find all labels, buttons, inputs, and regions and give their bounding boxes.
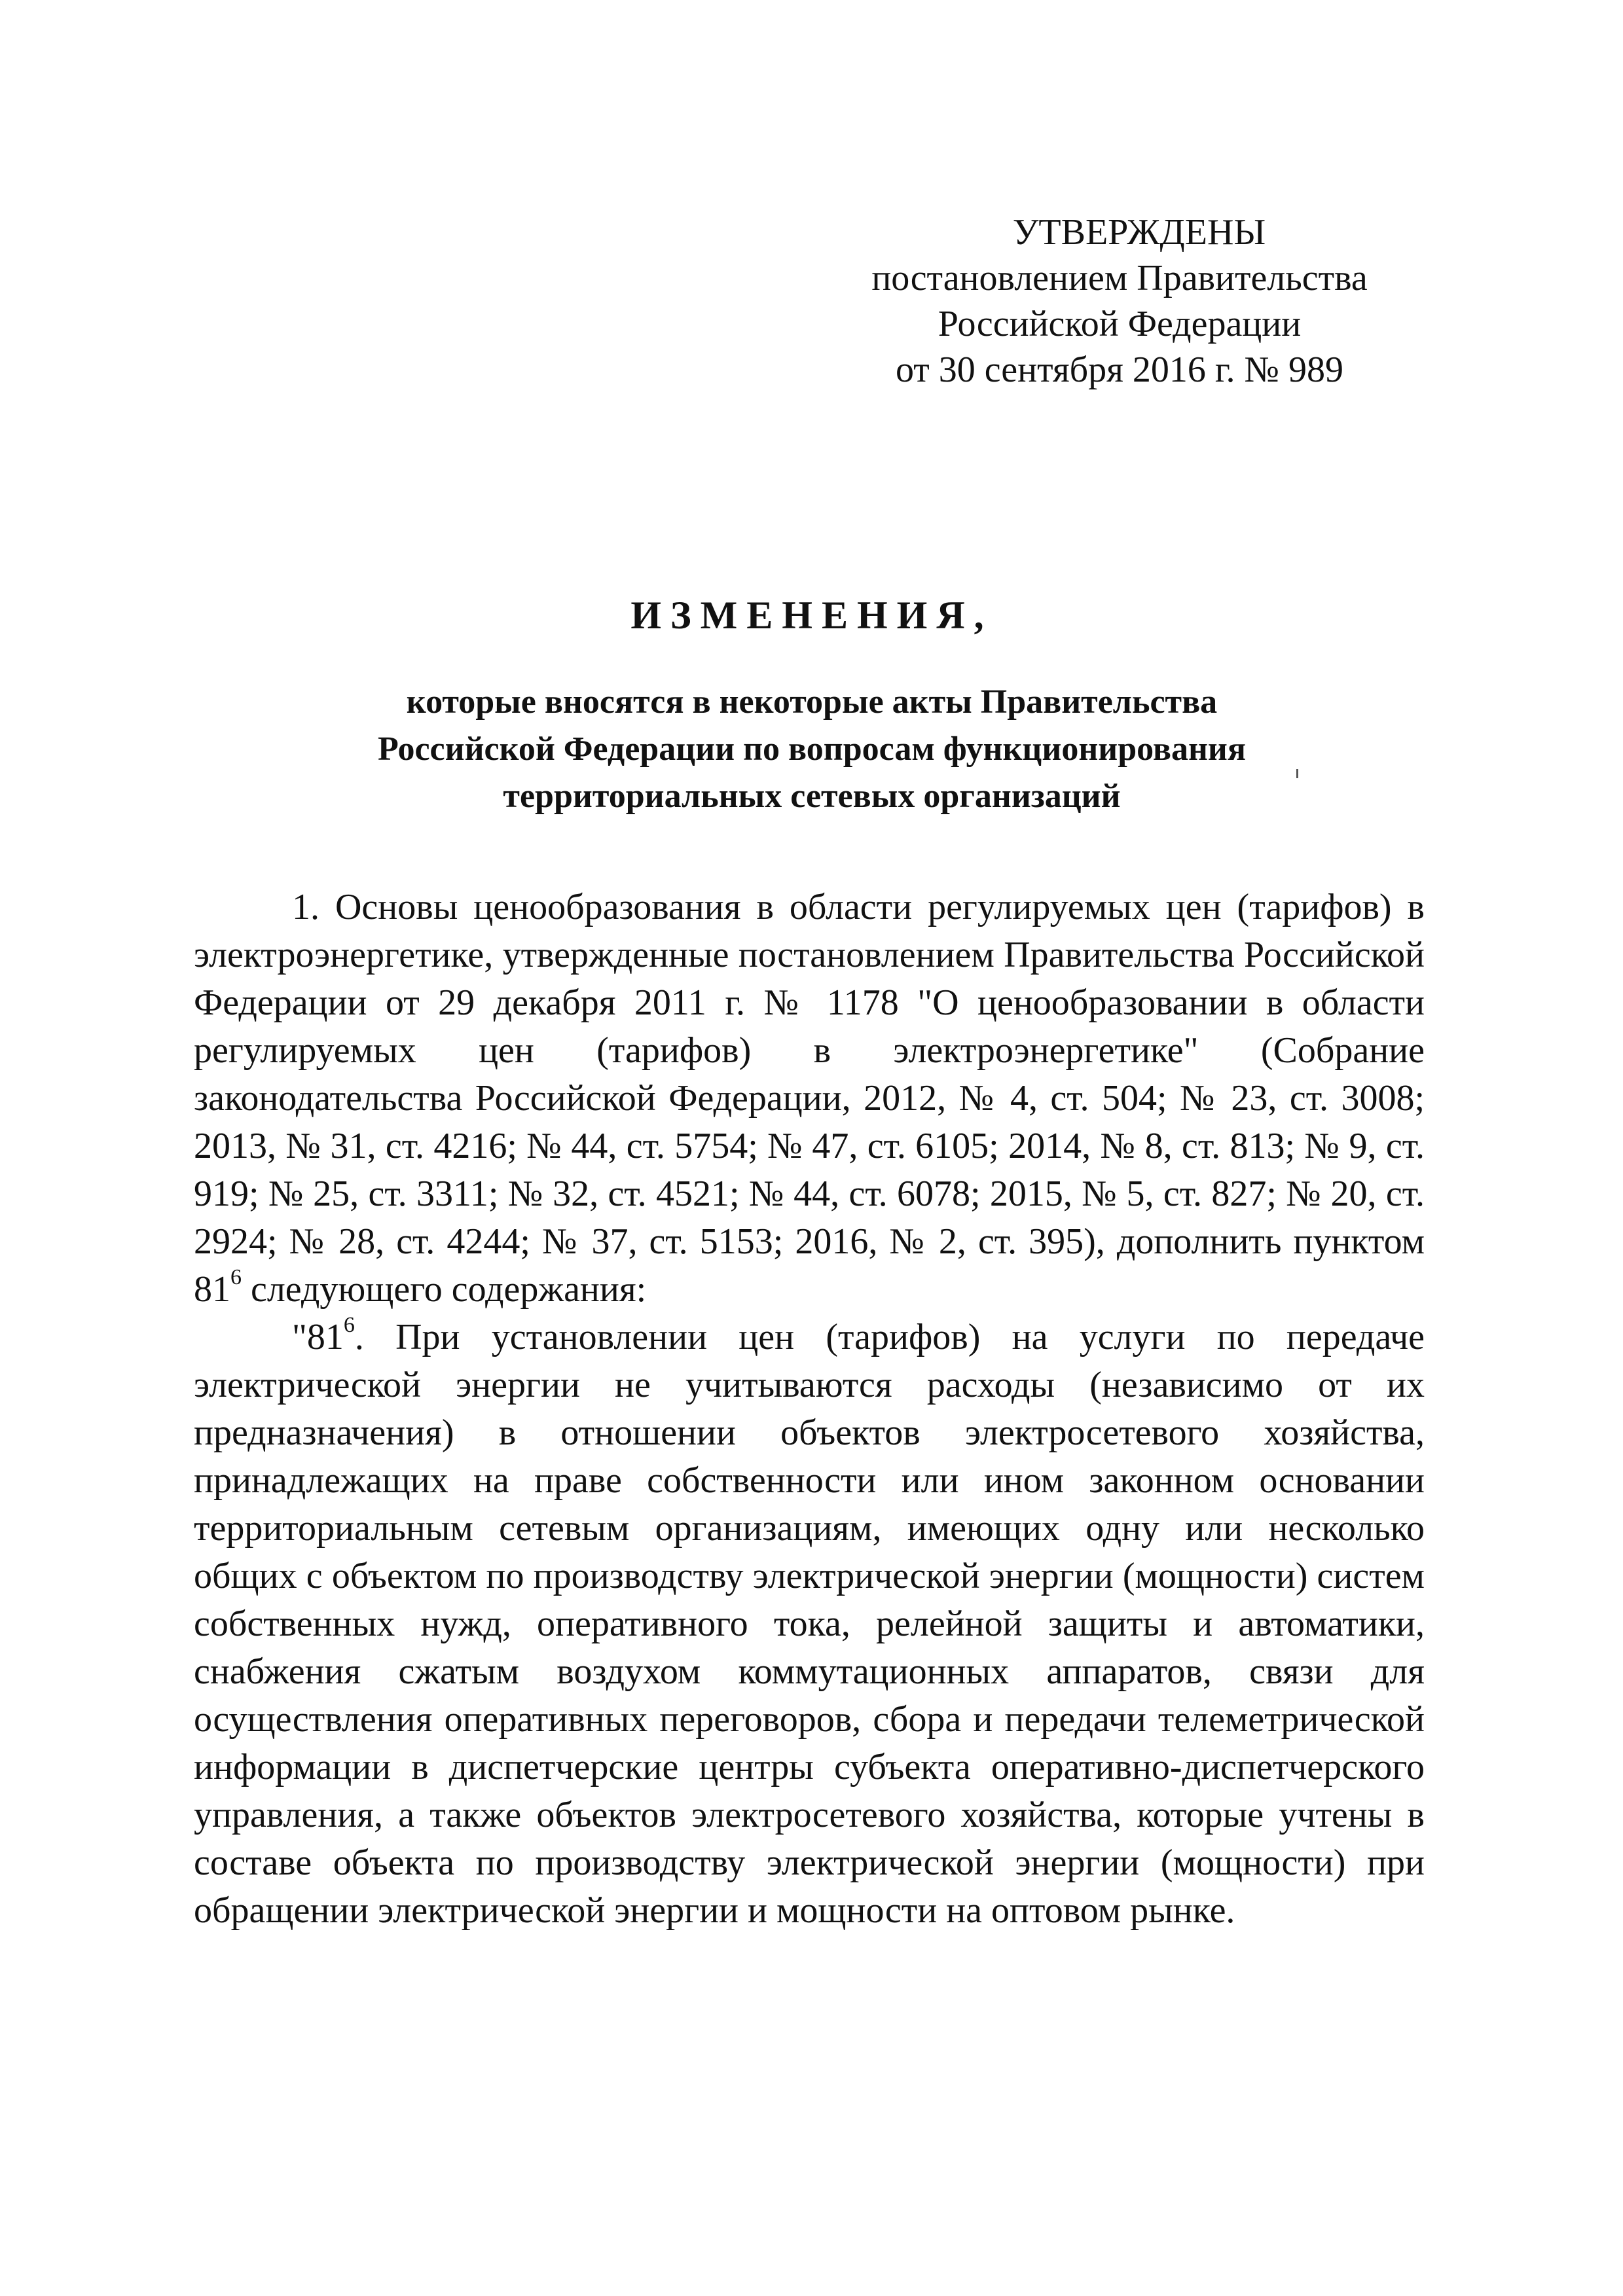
approval-heading: УТВЕРЖДЕНЫ [1012, 212, 1266, 253]
title-caps: ИЗМЕНЕНИЯ, [630, 594, 993, 637]
scan-artifact [1296, 769, 1298, 778]
title-line-3: территориальных сетевых организаций [503, 778, 1121, 815]
paragraph-2-text-start: "81 [292, 1317, 344, 1357]
approval-line-2: Российской Федерации [938, 304, 1302, 344]
approval-line-1: постановлением Правительства [871, 258, 1368, 298]
paragraph-1 [194, 884, 1425, 1314]
title-line-1: которые вносятся в некоторые акты Правительства [406, 683, 1218, 721]
title-line-2: Российской Федерации по вопросам функционирования [377, 730, 1247, 768]
paragraph-1-text-end: следующего содержания: [242, 1269, 647, 1310]
paragraph-2 [194, 1314, 1425, 1935]
paragraph-2-text: . При установлении цен (тарифов) на услуги по передаче электрической энергии не учитываются расходы (независимо от их предназначения) в отношении объектов электросетевого хозяйства, принадлежащих на праве собственности или ином законном основании территориальным сетевым организациям, имеющих одну или несколько общих с объектом по производству электрической энергии (мощности) систем собственных нужд, оперативного тока, релейной защиты и автоматики, снабжения сжатым воздухом коммутационных аппаратов, связи для осуществления оперативных переговоров, сбора и передачи телеметрической информации в диспетчерские центры субъекта оперативно-диспетчерского управления, а также объектов электросетевого хозяйства, которые учтены в составе объекта по производству электрической энергии (мощности) при обращении электрической энергии и мощности на оптовом рынке. [194, 1317, 1425, 1931]
paragraph-1-superscript: 6 [230, 1265, 242, 1289]
approval-line-3: от 30 сентября 2016 г. № 989 [896, 350, 1343, 390]
document-body [194, 884, 1425, 1935]
document-title [196, 586, 1427, 820]
paragraph-2-superscript: 6 [343, 1313, 355, 1337]
paragraph-1-text: 1. Основы ценообразования в области регулируемых цен (тарифов) в электроэнергетике, утвержденные постановлением Правительства Российской Федерации от 29 декабря 2011 г. № 1178 "О ценообразовании в области регулируемых цен (тарифов) в электроэнергетике" (Собрание законодательства Российской Федерации, 2012, № 4, ст. 504; № 23, ст. 3008; 2013, № 31, ст. 4216; № 44, ст. 5754; № 47, ст. 6105; 2014, № 8, ст. 813; № 9, ст. 919; № 25, ст. 3311; № 32, ст. 4521; № 44, ст. 6078; 2015, № 5, ст. 827; № 20, ст. 2924; № 28, ст. 4244; № 37, ст. 5153; 2016, № 2, ст. 395), дополнить пунктом 81 [194, 887, 1425, 1310]
approval-stamp [825, 209, 1414, 393]
